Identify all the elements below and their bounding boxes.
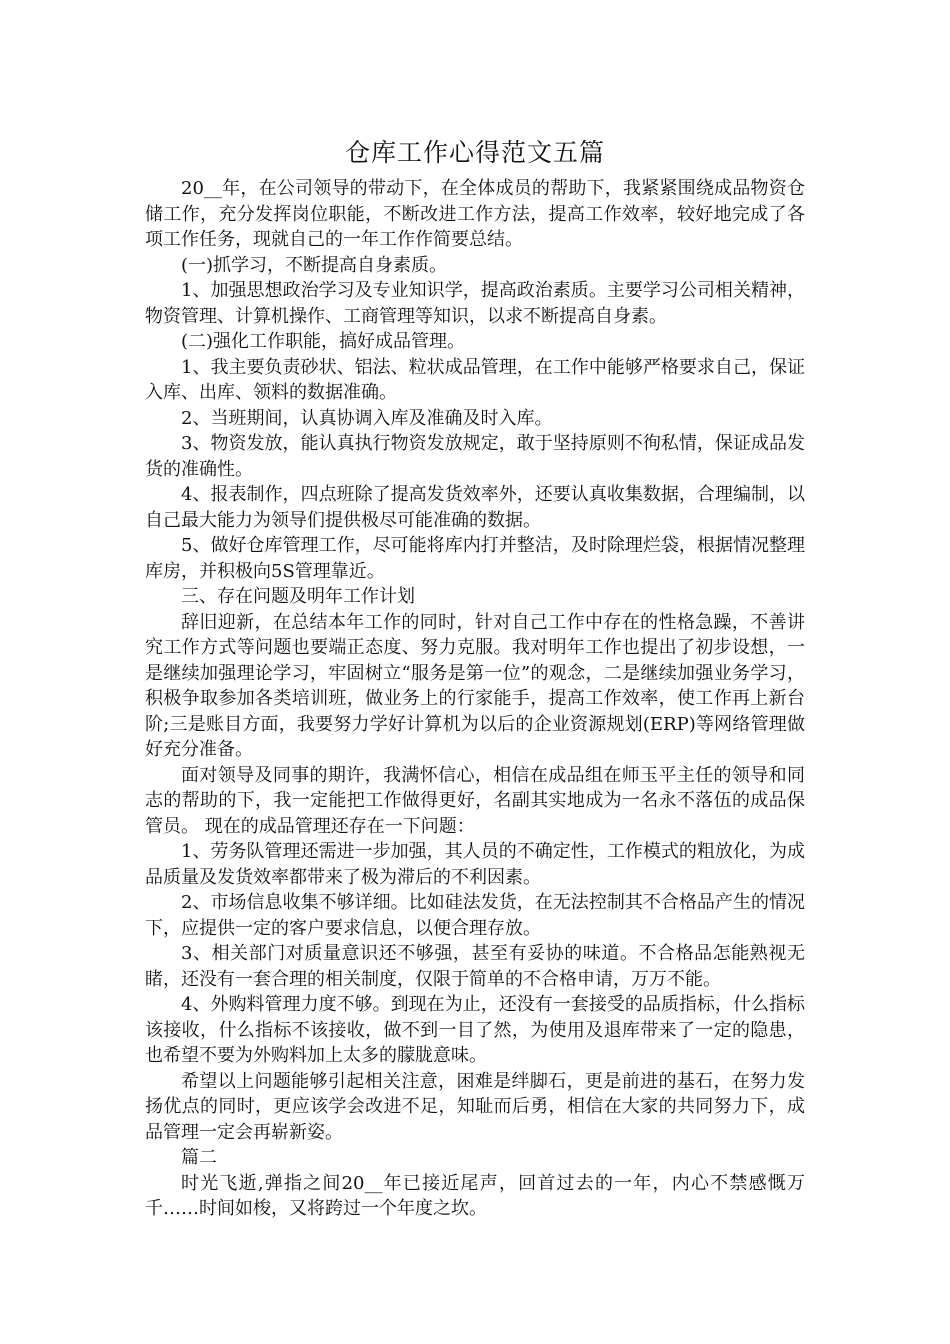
paragraph: 2、市场信息收集不够详细。比如硅法发货，在无法控制其不合格品产生的情况下，应提供一定的客户要求信息，以便合理存放。: [145, 892, 805, 939]
document-title: 仓库工作心得范文五篇: [344, 138, 605, 167]
section-heading: (一)抓学习，不断提高自身素质。: [181, 254, 448, 276]
paragraph: 5、做好仓库管理工作，尽可能将库内打并整洁，及时除理烂袋，根据情况整理库房，并积极向5S管理靠近。: [145, 535, 805, 582]
paragraph: 3、物资发放，能认真执行物资发放规定，敢于坚持原则不徇私情，保证成品发货的准确性。: [145, 433, 805, 480]
paragraph: 辞旧迎新，在总结本年工作的同时，针对自己工作中存在的性格急躁，不善讲究工作方式等问题也要端正态度、努力克服。我对明年工作也提出了初步设想，一是继续加强理论学习，牢固树立“服务是第一位”的观念，二是继续加强业务学习，积极争取参加各类培训班，做业务上的行家能手，提高工作效率，使工作再上新台阶;三是账目方面，我要努力学好计算机为以后的企业资源规划(ERP)等网络管理做好充分准备。: [145, 611, 805, 760]
paragraph: 4、外购料管理力度不够。到现在为止，还没有一套接受的品质指标，什么指标该接收，什么指标不该接收，做不到一目了然，为使用及退库带来了一定的隐患，也希望不要为外购料加上太多的朦胧意味。: [145, 994, 805, 1066]
paragraph: 希望以上问题能够引起相关注意，困难是绊脚石，更是前进的基石，在努力发扬优点的同时，更应该学会改进不足，知耻而后勇，相信在大家的共同努力下，成品管理一定会再崭新姿。: [145, 1070, 805, 1143]
paragraph: 4、报表制作，四点班除了提高发货效率外，还要认真收集数据，合理编制，以自己最大能力为领导们提供极尽可能准确的数据。: [145, 484, 805, 531]
document-body: [145, 176, 805, 1222]
paragraph: 时光飞逝,弹指之间20__年已接近尾声，回首过去的一年，内心不禁感慨万千……时间如梭，又将跨过一个年度之坎。: [145, 1172, 805, 1219]
section-heading: 篇二: [181, 1147, 217, 1168]
paragraph: 面对领导及同事的期许，我满怀信心，相信在成品组在师玉平主任的领导和同志的帮助的下，我一定能把工作做得更好，名副其实地成为一名永不落伍的成品保管员。 现在的成品管理还存在一下问题：: [145, 764, 805, 837]
paragraph: 1、我主要负责砂状、铝法、粒状成品管理，在工作中能够严格要求自己，保证入库、出库、领料的数据准确。: [145, 356, 805, 403]
paragraph: 20__年，在公司领导的带动下，在全体成员的帮助下，我紧紧围绕成品物资仓储工作，充分发挥岗位职能，不断改进工作方法，提高工作效率，较好地完成了各项工作任务，现就自己的一年工作作简要总结。: [145, 178, 805, 250]
section-heading: 三、存在问题及明年工作计划: [181, 586, 415, 607]
paragraph: 3、相关部门对质量意识还不够强，甚至有妥协的味道。不合格品怎能熟视无睹，还没有一套合理的相关制度，仅限于简单的不合格申请，万万不能。: [145, 943, 805, 990]
section-heading: (二)强化工作职能，搞好成品管理。: [181, 331, 466, 352]
paragraph: 1、劳务队管理还需进一步加强，其人员的不确定性，工作模式的粗放化，为成品质量及发货效率都带来了极为滞后的不利因素。: [145, 841, 805, 888]
paragraph: 2、当班期间，认真协调入库及准确及时入库。: [181, 407, 553, 429]
paragraph: 1、加强思想政治学习及专业知识学，提高政治素质。主要学习公司相关精神，物资管理、计算机操作、工商管理等知识，以求不断提高自身素。: [145, 280, 805, 327]
